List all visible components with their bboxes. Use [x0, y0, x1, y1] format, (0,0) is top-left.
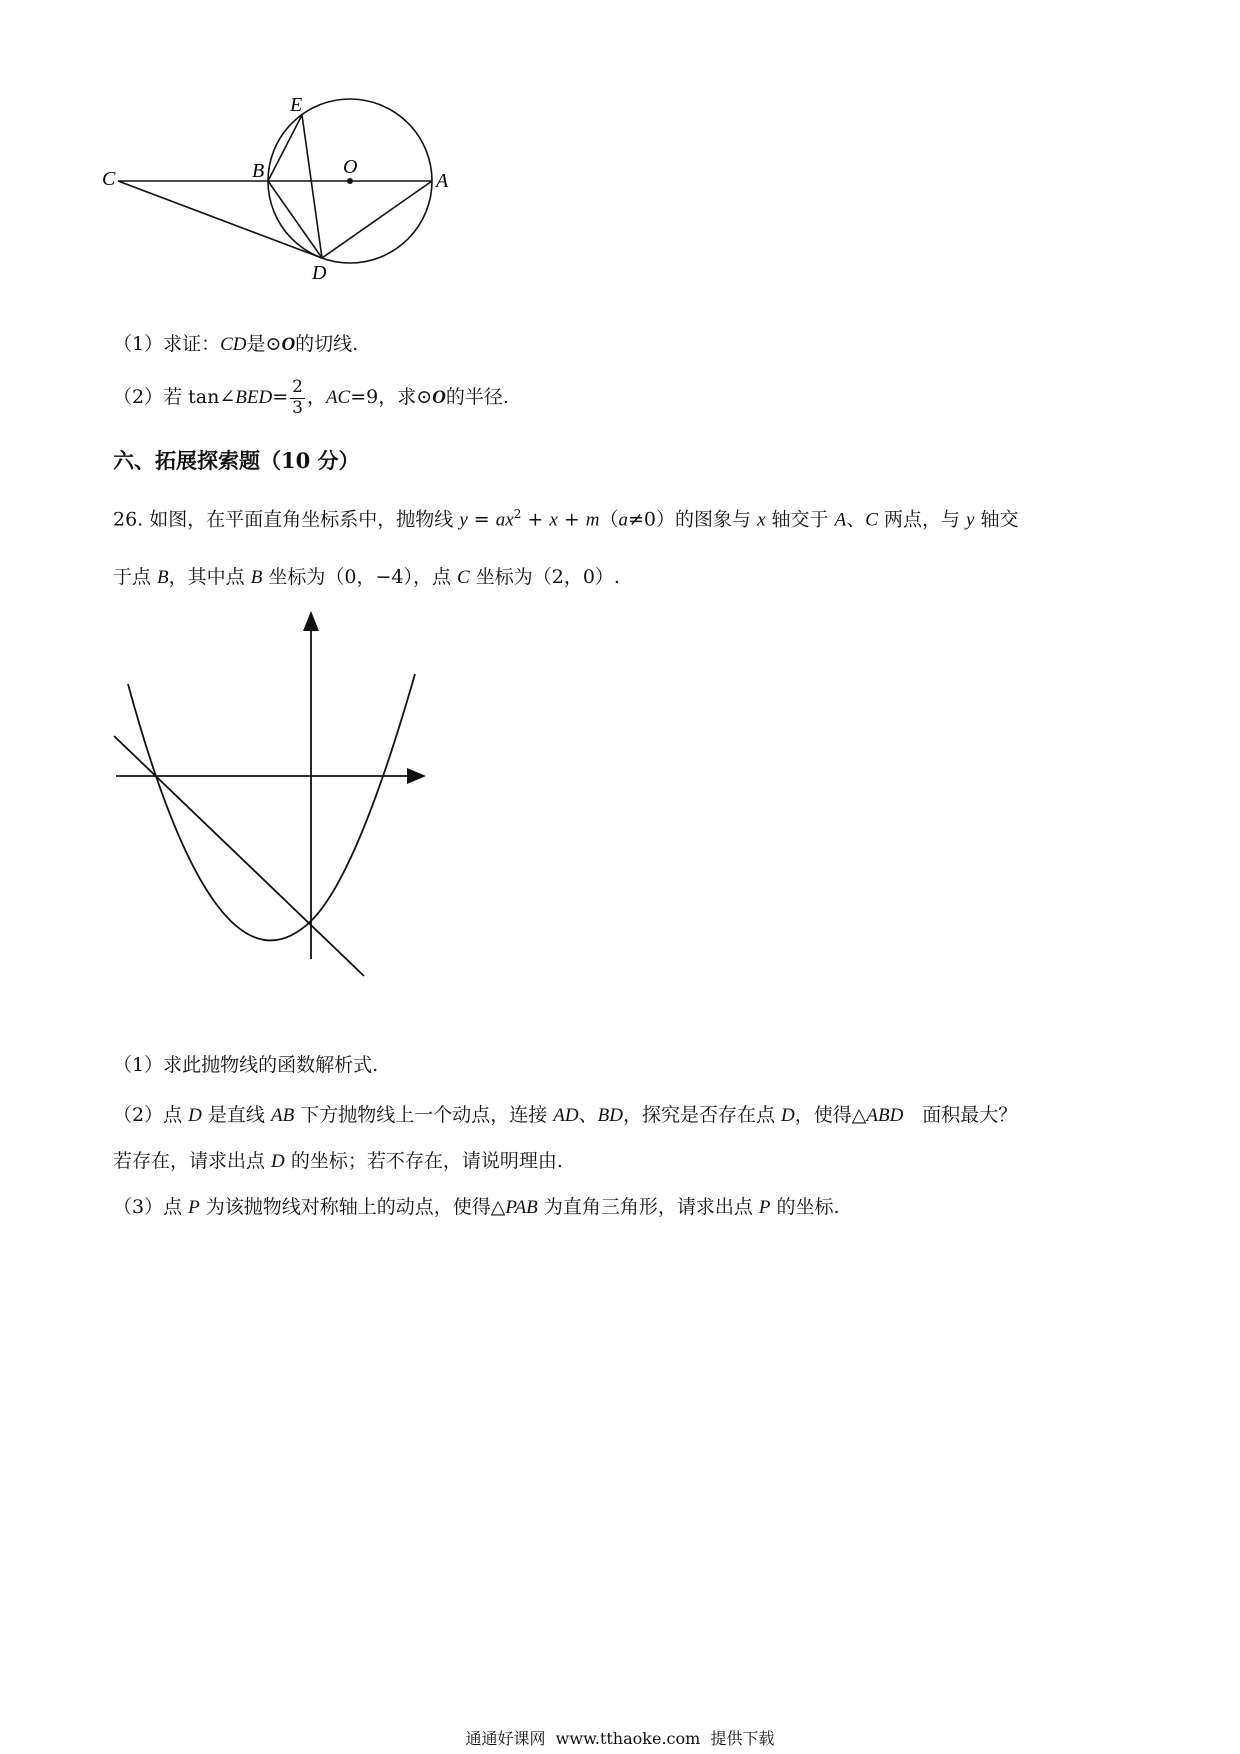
circle-tangent-figure — [100, 95, 500, 315]
segment-eb — [268, 115, 302, 181]
page-footer: 通通好课网 www.tthaoke.com 提供下载 — [465, 1729, 775, 1748]
label-b: B — [252, 160, 265, 182]
q25-part2: （2）若 tan∠BED= $\frac{2}{3}$ ，AC=9，求⊙O的半径. — [113, 377, 509, 418]
q26-part1: （1）求此抛物线的函数解析式. — [113, 1054, 379, 1076]
segment-ed — [302, 115, 322, 258]
label-d: D — [312, 262, 327, 284]
parabola-figure — [100, 605, 500, 990]
label-a: A — [436, 170, 449, 192]
q26-part2-line1: （2）点 D 是直线 AB 下方抛物线上一个动点，连接 AD、BD，探究是否存在点 D，使得△ABD 面积最大？ — [113, 1104, 1018, 1126]
q25-part1: （1）求证：CD是⊙O的切线. — [113, 333, 359, 355]
segment-ad — [322, 181, 432, 258]
center-point-o — [347, 178, 353, 184]
fraction-two-thirds: $\frac{2}{3}$ — [292, 377, 303, 418]
y-axis-arrow — [303, 611, 319, 631]
segment-cd — [118, 181, 322, 258]
section-six-title: 六、拓展探索题（10 分） — [113, 448, 360, 473]
line-ab — [114, 736, 364, 976]
label-e: E — [290, 95, 303, 116]
x-axis-arrow — [407, 768, 426, 784]
label-c: C — [102, 168, 116, 190]
q26-stem-line1: 26. 如图，在平面直角坐标系中，抛物线 $y = ax^2 + x + m(a\ne 0)$的图象与 x 轴交于 A、C 两点，与 y 轴交 — [113, 507, 1019, 531]
parabola-curve — [128, 674, 415, 940]
q26-stem-line2: 于点 B，其中点 B 坐标为（0，−4），点 C 坐标为（2，0）. — [113, 566, 620, 588]
q26-part3: （3）点 P 为该抛物线对称轴上的动点，使得△PAB 为直角三角形，请求出点 P 的坐标. — [113, 1196, 840, 1218]
q26-part2-line2: 若存在，请求出点 D 的坐标；若不存在，请说明理由. — [113, 1150, 563, 1172]
segment-bd — [268, 181, 322, 258]
label-o: O — [343, 156, 358, 178]
